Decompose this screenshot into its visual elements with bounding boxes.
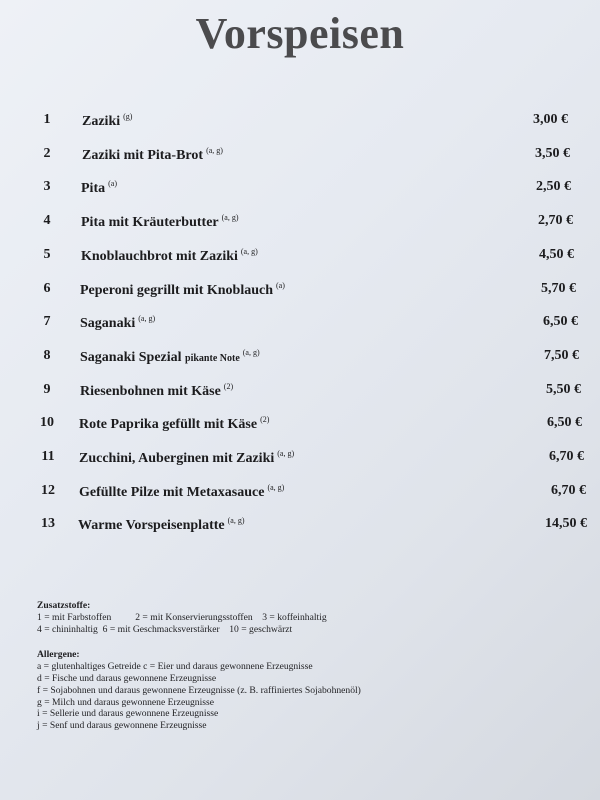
menu-item-name-wrapper [80, 348, 260, 366]
menu-item-name-wrapper [80, 382, 233, 400]
menu-item-name-wrapper [82, 112, 132, 130]
menu-item-name: Warme Vorspeisenplatte [78, 518, 225, 534]
allergens-title: Allergene: [37, 649, 80, 661]
allergen-line: a = glutenhaltiges Getreide c = Eier und daraus gewonnene Erzeugnisse [37, 661, 313, 673]
menu-item-allergens: (a, g) [206, 145, 223, 155]
menu-item-number: 10 [40, 415, 54, 431]
menu-item-row [0, 415, 600, 439]
menu-item-number: 4 [43, 213, 51, 229]
menu-item-row [0, 213, 600, 237]
menu-item-name-wrapper [79, 449, 294, 467]
menu-item-row [0, 146, 600, 170]
allergen-line: i = Sellerie und daraus gewonnene Erzeugnisse [37, 708, 219, 720]
menu-item-number: 3 [43, 179, 51, 195]
menu-item-price: 5,50 € [546, 381, 581, 397]
menu-item-row [0, 516, 600, 540]
menu-item-name-wrapper [82, 146, 223, 164]
menu-item-allergens: (a, g) [227, 516, 245, 526]
menu-item-note: pikante Note [185, 352, 240, 364]
menu-item-name: Zaziki mit Pita-Brot [82, 147, 204, 163]
menu-item-price: 6,50 € [547, 415, 582, 431]
menu-item-name-wrapper [81, 213, 239, 231]
menu-item-name: Knoblauchbrot mit Zaziki [81, 248, 238, 264]
menu-item-row [0, 348, 600, 372]
menu-item-name-wrapper [81, 179, 117, 197]
allergen-line: f = Sojabohnen und daraus gewonnene Erzeugnisse (z. B. raffiniertes Sojabohnenöl) [37, 684, 361, 696]
menu-item-number: 12 [41, 482, 55, 498]
menu-item-number: 5 [43, 246, 51, 262]
menu-item-row [0, 179, 600, 203]
menu-item-number: 2 [43, 145, 51, 161]
menu-item-name-wrapper [81, 247, 258, 265]
menu-item-name: Pita [81, 181, 106, 197]
menu-item-row [0, 112, 600, 136]
menu-item-price: 4,50 € [539, 246, 574, 262]
menu-item-name-wrapper [79, 483, 284, 501]
menu-item-number: 8 [43, 347, 51, 363]
menu-item-row [0, 314, 600, 338]
menu-item-name: Peperoni gegrillt mit Knoblauch [80, 282, 274, 298]
allergen-line: g = Milch und daraus gewonnene Erzeugnisse [37, 696, 214, 708]
menu-item-price: 6,70 € [551, 482, 586, 498]
menu-item-price: 7,50 € [544, 347, 579, 363]
menu-item-name: Zaziki [82, 114, 121, 129]
menu-item-price: 2,50 € [536, 179, 571, 195]
menu-item-number: 7 [43, 314, 51, 330]
menu-item-price: 14,50 € [545, 516, 587, 532]
menu-item-number: 11 [41, 449, 55, 464]
menu-item-row [0, 483, 600, 507]
menu-item-name: Rote Paprika gefüllt mit Käse [79, 417, 258, 433]
menu-item-number: 9 [43, 381, 51, 397]
menu-item-price: 6,70 € [549, 449, 584, 464]
menu-item-name-wrapper [78, 516, 245, 534]
menu-item-allergens: (a) [276, 280, 285, 290]
menu-item-name-wrapper [79, 415, 269, 433]
allergen-line: d = Fische und daraus gewonnene Erzeugnisse [37, 672, 217, 684]
menu-item-number: 1 [43, 112, 51, 127]
menu-item-price: 2,70 € [538, 213, 573, 229]
menu-item-allergens: (a, g) [138, 314, 156, 324]
menu-item-row [0, 449, 600, 473]
menu-item-name-wrapper [80, 281, 285, 299]
menu-item-name-wrapper [80, 314, 155, 332]
menu-item-row [0, 281, 600, 305]
menu-item-allergens: (a, g) [242, 347, 260, 357]
menu-item-name: Saganaki Spezial [80, 349, 182, 365]
menu-item-price: 6,50 € [543, 314, 578, 330]
menu-item-allergens: (g) [123, 112, 133, 121]
allergen-line: j = Senf und daraus gewonnene Erzeugnisse [37, 720, 207, 732]
menu-item-name: Saganaki [80, 316, 136, 332]
menu-item-name: Gefüllte Pilze mit Metaxasauce [79, 484, 265, 500]
menu-item-name: Pita mit Kräuterbutter [81, 215, 219, 231]
menu-item-allergens: (a) [108, 179, 117, 189]
menu-item-allergens: (a, g) [277, 449, 295, 458]
menu-item-row [0, 247, 600, 271]
menu-item-number: 6 [43, 280, 51, 296]
page-title: Vorspeisen [195, 9, 405, 58]
menu-item-allergens: (2) [260, 415, 270, 425]
menu-item-allergens: (a, g) [221, 213, 239, 223]
additives-line: 4 = chininhaltig 6 = mit Geschmacksverstärker 10 = geschwärzt [37, 623, 293, 635]
menu-item-allergens: (2) [223, 381, 234, 391]
menu-item-price: 5,70 € [541, 280, 576, 296]
menu-item-price: 3,00 € [533, 112, 568, 127]
menu-item-number: 13 [41, 516, 55, 532]
menu-item-name: Zucchini, Auberginen mit Zaziki [79, 451, 275, 466]
menu-item-price: 3,50 € [535, 145, 570, 161]
additives-title: Zusatzstoffe: [37, 600, 91, 611]
menu-item-allergens: (a, g) [240, 246, 258, 256]
footnotes [37, 600, 567, 732]
additives-line: 1 = mit Farbstoffen 2 = mit Konservierungsstoffen 3 = koffeinhaltig [37, 611, 327, 623]
menu-item-name: Riesenbohnen mit Käse [80, 383, 221, 399]
menu-item-allergens: (a, g) [267, 482, 285, 492]
menu-item-row [0, 382, 600, 406]
